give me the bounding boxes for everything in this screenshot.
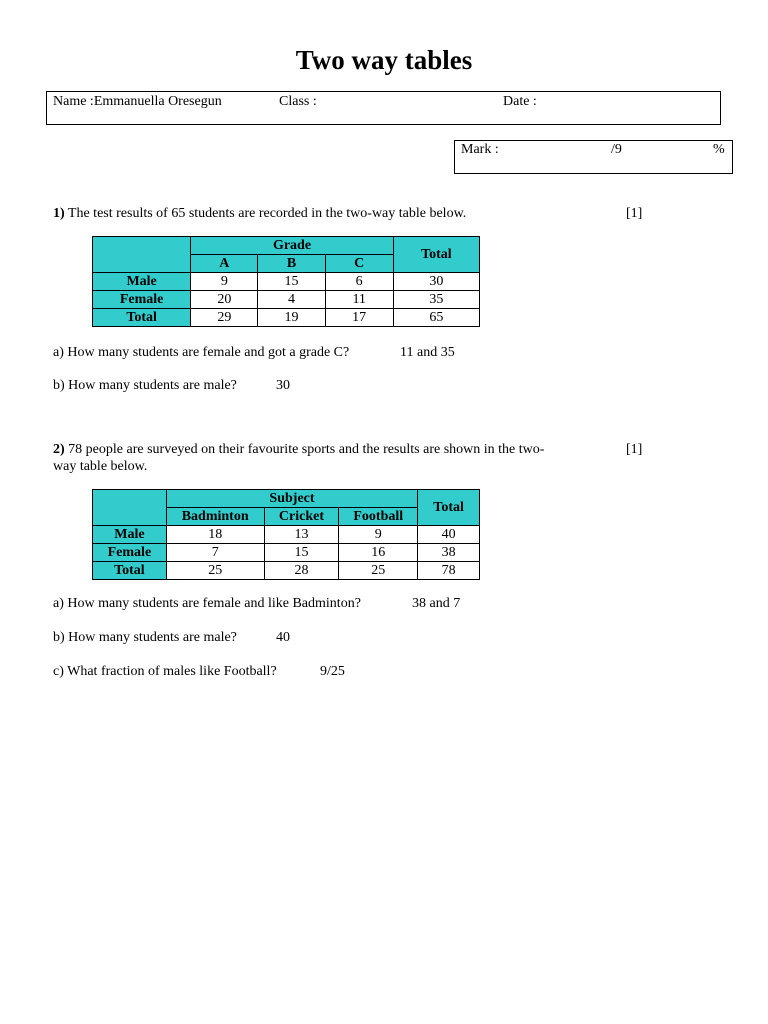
row-total: 30 xyxy=(393,273,479,291)
table-cell: 15 xyxy=(264,544,339,562)
q1b-question: b) How many students are male? xyxy=(53,378,237,393)
table-cell: 13 xyxy=(264,526,339,544)
table-row xyxy=(93,309,480,327)
table-cell: 15 xyxy=(258,273,325,291)
q2b-answer: 40 xyxy=(276,630,290,645)
row-label: Male xyxy=(93,273,191,291)
table-cell: 25 xyxy=(339,562,418,580)
q2b-question: b) How many students are male? xyxy=(53,630,237,645)
table-group-header: Subject xyxy=(166,490,417,508)
table-total-header: Total xyxy=(393,237,479,273)
q1-prompt xyxy=(53,205,466,222)
table-cell: 17 xyxy=(325,309,393,327)
mark-out-of: /9 xyxy=(611,142,622,157)
mark-percent: % xyxy=(713,142,725,157)
q1-text: The test results of 65 students are recorded in the two-way table below. xyxy=(64,206,467,221)
row-total: 35 xyxy=(393,291,479,309)
row-total: 40 xyxy=(418,526,480,544)
table-cell: 28 xyxy=(264,562,339,580)
q1a-question: a) How many students are female and got a grade C? xyxy=(53,345,350,360)
table-cell: 20 xyxy=(191,291,258,309)
table-row xyxy=(93,526,480,544)
table-cell: 4 xyxy=(258,291,325,309)
table-column-header: C xyxy=(325,255,393,273)
table-cell: 29 xyxy=(191,309,258,327)
date-field: Date : xyxy=(503,94,537,109)
class-field: Class : xyxy=(279,94,317,109)
q2-prompt-line2: way table below. xyxy=(53,459,148,474)
row-label: Male xyxy=(93,526,167,544)
table-column-header: B xyxy=(258,255,325,273)
q2c-answer: 9/25 xyxy=(320,664,345,679)
table-cell: 9 xyxy=(191,273,258,291)
q2-number: 2) xyxy=(53,442,65,457)
table-cell: 9 xyxy=(339,526,418,544)
row-total: 38 xyxy=(418,544,480,562)
q2c-question: c) What fraction of males like Football? xyxy=(53,664,277,679)
q1b-answer: 30 xyxy=(276,378,290,393)
mark-box xyxy=(454,140,733,174)
table-cell: 18 xyxy=(166,526,264,544)
table-cell: 11 xyxy=(325,291,393,309)
table-column-header: Cricket xyxy=(264,508,339,526)
table-column-header: Badminton xyxy=(166,508,264,526)
row-total: 65 xyxy=(393,309,479,327)
table-cell: 19 xyxy=(258,309,325,327)
table-row xyxy=(93,544,480,562)
table-row xyxy=(93,562,480,580)
table-cell: 6 xyxy=(325,273,393,291)
q2-two-way-table xyxy=(92,489,480,580)
row-total: 78 xyxy=(418,562,480,580)
q2-text: 78 people are surveyed on their favourite sports and the results are shown in the two- xyxy=(64,442,545,457)
table-cell: 16 xyxy=(339,544,418,562)
mark-label: Mark : xyxy=(461,142,499,157)
row-label: Total xyxy=(93,309,191,327)
q1a-answer: 11 and 35 xyxy=(400,345,455,360)
row-label: Female xyxy=(93,291,191,309)
table-row xyxy=(93,273,480,291)
q1-two-way-table xyxy=(92,236,480,327)
student-info-box xyxy=(46,91,721,125)
q2-marks: [1] xyxy=(626,442,643,457)
table-corner xyxy=(93,490,167,526)
q2a-answer: 38 and 7 xyxy=(412,596,461,611)
q1-marks: [1] xyxy=(626,206,643,221)
page-title: Two way tables xyxy=(295,45,473,75)
table-column-header: Football xyxy=(339,508,418,526)
table-cell: 7 xyxy=(166,544,264,562)
row-label: Female xyxy=(93,544,167,562)
name-field: Name :Emmanuella Oresegun xyxy=(53,94,222,109)
row-label: Total xyxy=(93,562,167,580)
table-corner xyxy=(93,237,191,273)
table-total-header: Total xyxy=(418,490,480,526)
table-group-header: Grade xyxy=(191,237,394,255)
table-column-header: A xyxy=(191,255,258,273)
q1-number: 1) xyxy=(53,206,65,221)
q2a-question: a) How many students are female and like Badminton? xyxy=(53,596,361,611)
table-row xyxy=(93,291,480,309)
q2-prompt-line1 xyxy=(53,441,544,458)
table-cell: 25 xyxy=(166,562,264,580)
